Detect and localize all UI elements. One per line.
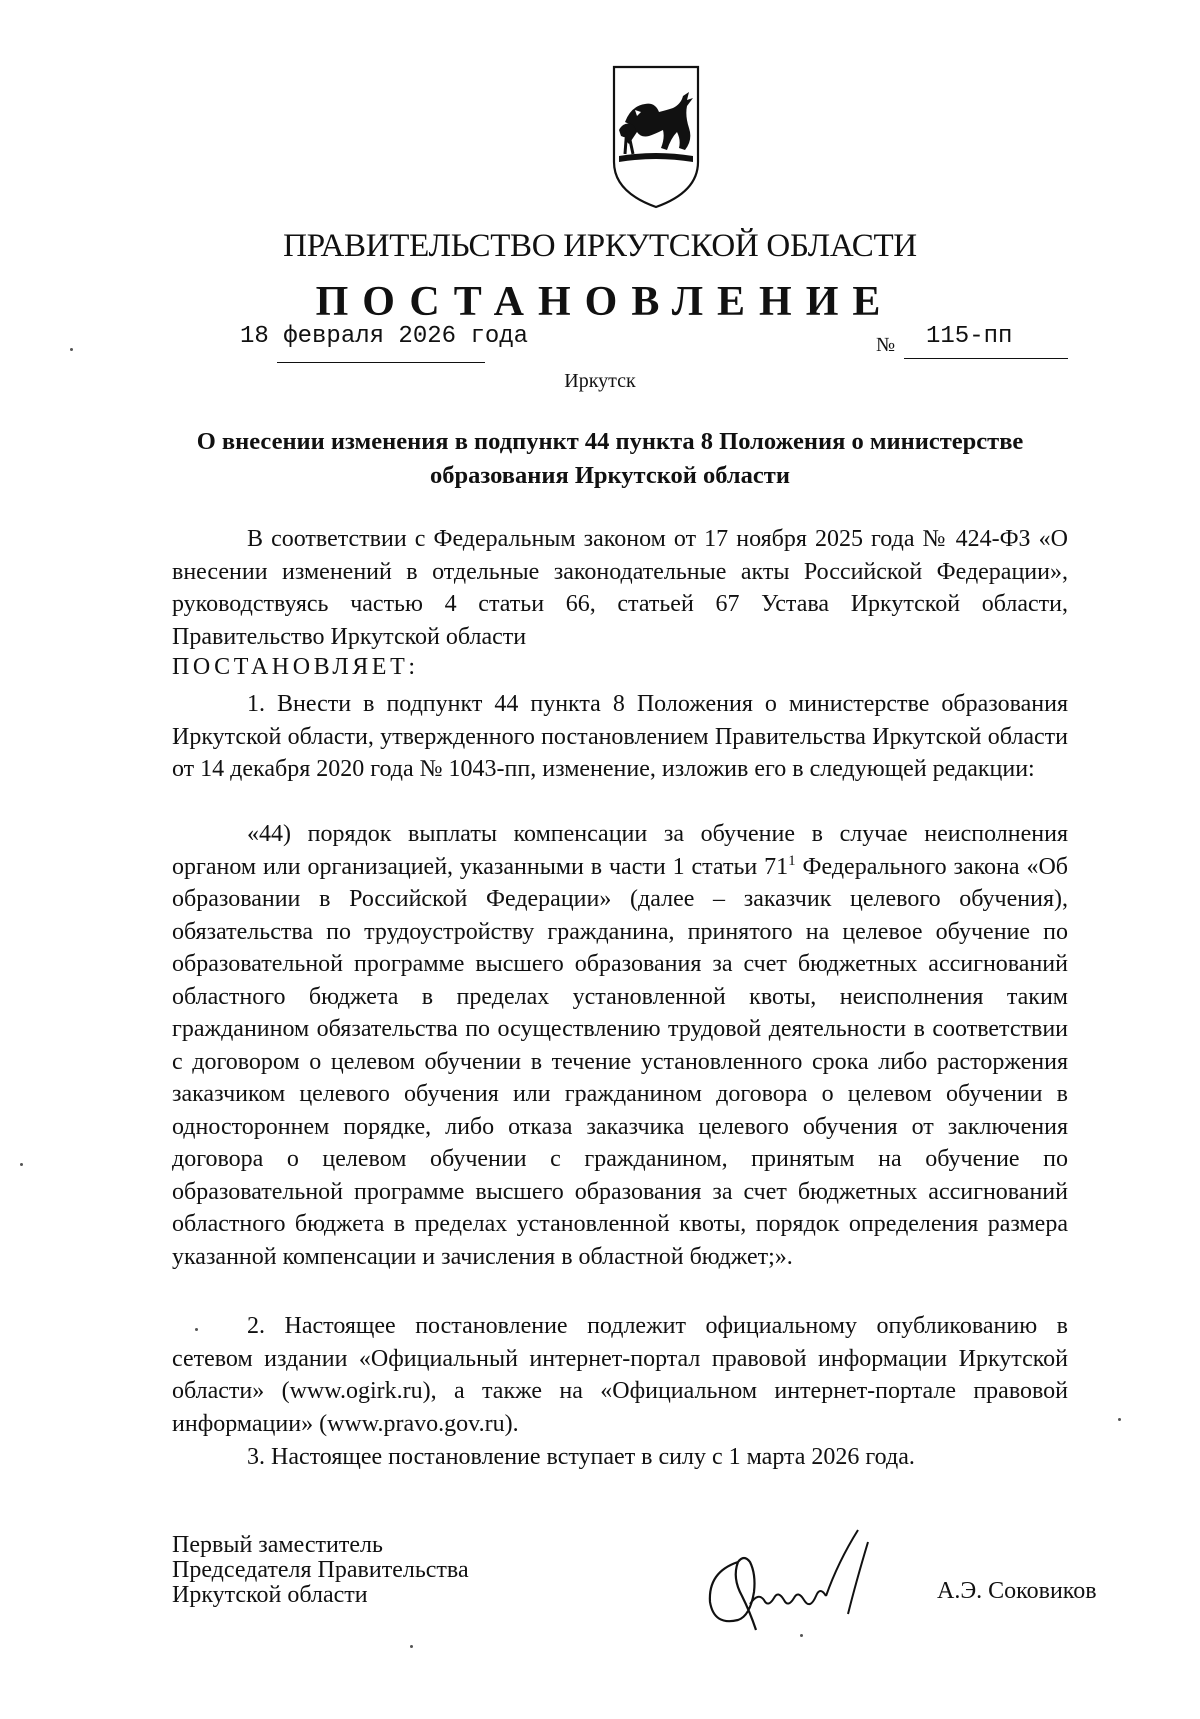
position-line-3: Иркутской области [172,1582,368,1608]
intro-paragraph: В соответствии с Федеральным законом от 17 ноября 2025 года № 424-ФЗ «О внесении изменений в отдельные законодательные акты Российской Федерации», руководствуясь частью 4 статьи 66, статьей 67 Устава Иркутской области, Правительство Иркутской области [172,526,1068,650]
document-date: 18 февраля 2026 года [240,323,529,350]
irkutsk-coat-of-arms-icon [611,64,701,210]
paragraph-2: 2. Настоящее постановление подлежит официальному опубликованию в сетевом издании «Официальный интернет-портал правовой информации Иркутской области» (www.ogirk.ru), а также на «Официальном интернет-портале правовой информации» (www.pravo.gov.ru). [172,1313,1068,1437]
paragraph-3: 3. Настоящее постановление вступает в силу с 1 марта 2026 года. [247,1444,915,1470]
number-sign: № [876,334,896,356]
article-superscript: 1 [788,852,796,869]
quoted-subparagraph [172,818,1068,1273]
position-line-1: Первый заместитель [172,1532,383,1558]
document-type: ПОСТАНОВЛЕНИЕ [315,279,895,325]
scan-speck [1118,1418,1121,1421]
signatory-position [172,1533,469,1608]
government-name: ПРАВИТЕЛЬСТВО ИРКУТСКОЙ ОБЛАСТИ [283,228,917,264]
scan-speck [20,1163,23,1166]
position-line-2: Председателя Правительства [172,1557,469,1583]
signatory-name: А.Э. Соковиков [937,1578,1097,1604]
date-underline [277,362,485,363]
paragraph-1: 1. Внести в подпункт 44 пункта 8 Положения о министерстве образования Иркутской области, утвержденного постановлением Правительства Иркутской области от 14 декабря 2020 года № 1043-пп, изменение, изложив его в следующей редакции: [172,691,1068,782]
document-number: 115-пп [926,323,1013,350]
scan-speck [410,1645,413,1648]
city: Иркутск [564,370,636,392]
quote-part-b: Федерального закона «Об образовании в Российской Федерации» (далее – заказчик целевого обучения), обязательства по трудоустройству гражданина, принятого на целевое обучение по образовательной программе высшего образования за счет бюджетных ассигнований областного бюджета в пределах установленной квоты, неисполнения таким гражданином обязательства по осуществлению трудовой деятельности в соответствии с договором о целевом обучении в течение установленного срока либо расторжения заказчиком целевого обучения или гражданином договора о целевом обучении в одностороннем порядке, либо отказа заказчика целевого обучения от заключения договора о целевом обучении с гражданином, принятым на обучение по образовательной программе высшего образования за счет бюджетных ассигнований областного бюджета в пределах установленной квоты, порядок определения размера указанной компенсации и зачисления в областной бюджет;». [172,853,1068,1270]
scan-speck [800,1634,803,1637]
resolves-heading: ПОСТАНОВЛЯЕТ: [172,654,419,680]
handwritten-signature-icon [698,1522,888,1642]
number-underline [904,358,1068,359]
quote-part-a: «44) порядок выплаты компенсации за обучение в случае неисполнения органом или организацией, указанными в части 1 статьи 71 [172,821,1068,880]
scan-speck [195,1328,198,1331]
document-title: О внесении изменения в подпункт 44 пункта 8 Положения о министерстве образования Иркутской области [196,428,1024,489]
scan-speck [70,348,73,351]
